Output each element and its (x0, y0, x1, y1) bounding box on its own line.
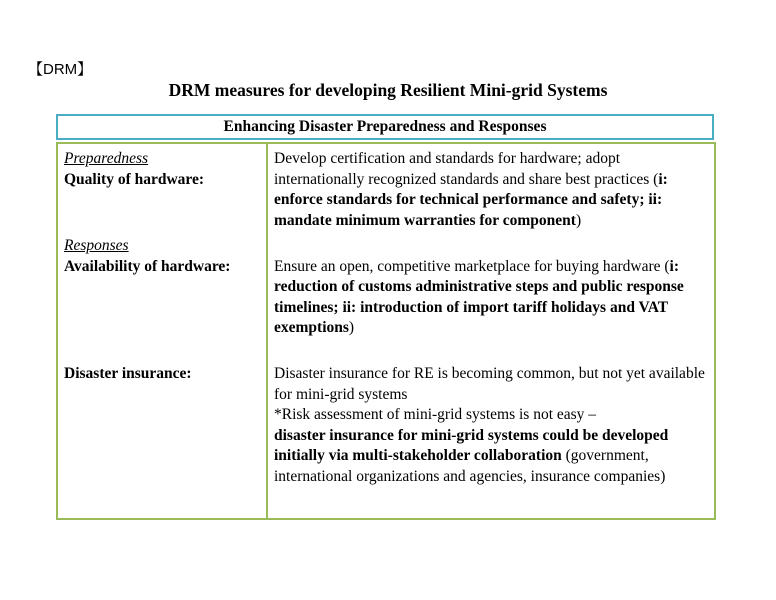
row-insurance-description (274, 364, 710, 487)
measures-table (56, 142, 716, 520)
row-responses-left (64, 236, 262, 277)
quality-text: Develop certification and standards for hardware; adopt internationally recognized standards and share best practices ( (274, 150, 659, 188)
quality-text-end: ) (575, 211, 582, 229)
row-label-availability: Availability of hardware: (64, 257, 231, 275)
row-availability-description (274, 257, 710, 339)
insurance-bold-text: disaster insurance for mini-grid systems could be developed initially via multi-stakeholder collaboration (274, 426, 669, 464)
row-insurance-left (64, 364, 262, 385)
quality-bold-text: i: enforce standards for technical performance and safety; ii: mandate minimum warranties for component (274, 170, 668, 229)
row-preparedness-left (64, 149, 262, 190)
availability-bold-text: i: reduction of customs administrative steps and public response timelines; ii: introduction of import tariff holidays and VAT exemptions (274, 257, 684, 336)
insurance-note: *Risk assessment of mini-grid systems is not easy – (274, 406, 597, 423)
availability-text: Ensure an open, competitive marketplace for buying hardware ( (274, 257, 670, 275)
row-label-quality: Quality of hardware: (64, 170, 205, 188)
section-tag: 【DRM】 (28, 61, 93, 78)
insurance-text: Disaster insurance for RE is becoming common, but not yet available for mini-grid systems (274, 365, 705, 403)
availability-text-end: ) (348, 319, 355, 336)
row-label-insurance: Disaster insurance: (64, 365, 192, 382)
section-label-responses: Responses (64, 237, 129, 254)
insurance-text-end: (government, international organizations and agencies, insurance companies) (274, 447, 666, 485)
column-divider (266, 144, 268, 518)
page-title: DRM measures for developing Resilient Mini-grid Systems (168, 80, 608, 100)
section-label-preparedness: Preparedness (64, 150, 149, 167)
table-header: Enhancing Disaster Preparedness and Responses (56, 114, 714, 140)
row-quality-description (274, 149, 710, 231)
